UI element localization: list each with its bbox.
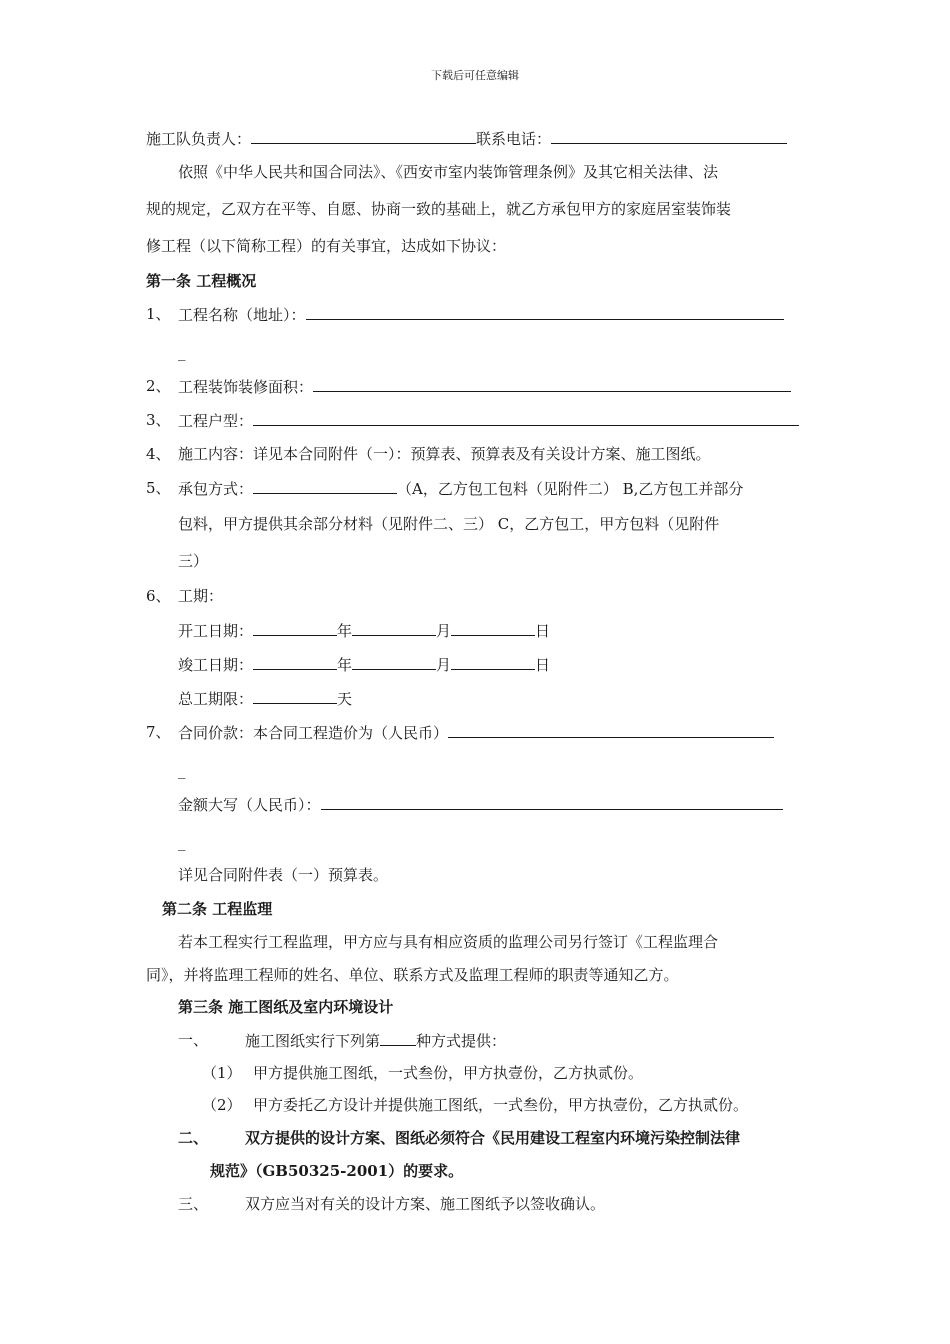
article1-title: 第一条 工程概况 [146, 272, 257, 290]
item5-num: 5、 [146, 479, 171, 497]
amount-tail: _ [178, 833, 186, 851]
opt1-text: 甲方提供施工图纸，一式叁份，甲方执壹份，乙方执贰份。 [253, 1064, 644, 1082]
phone-label: 联系电话： [476, 130, 552, 148]
intro-line-1: 依照《中华人民共和国合同法》、《西安市室内装饰管理条例》及其它相关法律、法 [178, 163, 719, 181]
article3-title: 第三条 施工图纸及室内环境设计 [178, 998, 394, 1016]
amount-words-blank[interactable] [321, 794, 783, 810]
end-year-blank[interactable] [253, 654, 337, 670]
start-day-blank[interactable] [451, 620, 535, 636]
item7-note: 详见合同附件表（一）预算表。 [178, 866, 389, 884]
phone-blank[interactable] [551, 128, 787, 144]
art3-p1 [245, 1030, 506, 1051]
item7-num: 7、 [146, 723, 171, 741]
total-period-label: 总工期限： [178, 690, 254, 708]
contract-mode-blank[interactable] [253, 478, 397, 494]
article2-text-1: 若本工程实行工程监理，甲方应与具有相应资质的监理公司另行签订《工程监理合 [178, 933, 719, 951]
item2-num: 2、 [146, 377, 171, 395]
item5-text1: （A，乙方包工包料（见附件二） B,乙方包工并部分 [397, 480, 744, 498]
drawing-method-blank[interactable] [380, 1030, 416, 1046]
item6-label: 工期： [178, 587, 224, 605]
total-period-row [178, 688, 352, 709]
art3-p3-num: 三、 [178, 1195, 209, 1213]
leader-label: 施工队负责人： [146, 130, 252, 148]
item5-text2: 包料，甲方提供其余部分材料（见附件二、三） C，乙方包工，甲方包料（见附件 [178, 515, 720, 533]
item1-num: 1、 [146, 305, 171, 323]
contact-line [146, 128, 787, 149]
item4-num: 4、 [146, 445, 171, 463]
item3 [178, 410, 799, 431]
start-year-blank[interactable] [253, 620, 337, 636]
item1-label: 工程名称（地址）： [178, 306, 306, 324]
item5-label: 承包方式： [178, 480, 254, 498]
item3-num: 3、 [146, 411, 171, 429]
opt2-num: （2） [202, 1096, 242, 1114]
days-text: 天 [337, 690, 353, 708]
art3-p1-pre: 施工图纸实行下列第 [245, 1032, 381, 1050]
leader-blank[interactable] [251, 128, 476, 144]
end-month-blank[interactable] [352, 654, 436, 670]
article2-text-2: 同》，并将监理工程师的姓名、单位、联系方式及监理工程师的职责等通知乙方。 [146, 966, 679, 984]
item5-text3: 三） [178, 552, 209, 570]
contract-price-blank[interactable] [448, 722, 774, 738]
item2 [178, 376, 791, 397]
item1-tail: _ [178, 343, 186, 361]
opt2-text: 甲方委托乙方设计并提供施工图纸，一式叁份，甲方执壹份，乙方执贰份。 [253, 1096, 749, 1114]
item4-text: 施工内容：详见本合同附件（一）：预算表、预算表及有关设计方案、施工图纸。 [178, 445, 711, 463]
start-date-row [178, 620, 550, 641]
item2-label: 工程装饰装修面积： [178, 378, 314, 396]
end-date-row [178, 654, 550, 675]
total-days-blank[interactable] [253, 688, 337, 704]
art3-p3-text: 双方应当对有关的设计方案、施工图纸予以签收确认。 [245, 1195, 606, 1213]
art3-p2-text-2: 规范》（GB50325-2001）的要求。 [210, 1162, 464, 1180]
art3-p1-post: 种方式提供： [416, 1032, 507, 1050]
intro-line-2: 规的规定，乙双方在平等、自愿、协商一致的基础上，就乙方承包甲方的家庭居室装饰装 [146, 200, 732, 218]
art3-p2-text-1: 双方提供的设计方案、图纸必须符合《民用建设工程室内环境污染控制法律 [245, 1129, 741, 1147]
item7 [178, 722, 774, 743]
art3-p2-num: 二、 [178, 1129, 209, 1147]
item7-tail: _ [178, 761, 186, 779]
item1 [178, 304, 784, 325]
art3-p1-num: 一、 [178, 1031, 209, 1049]
project-name-blank[interactable] [306, 304, 784, 320]
month-text: 月 [436, 622, 452, 640]
amount-row [178, 794, 783, 815]
item5 [178, 478, 743, 499]
item6-num: 6、 [146, 587, 171, 605]
article2-title: 第二条 工程监理 [162, 900, 273, 918]
year-text: 年 [337, 622, 353, 640]
end-date-label: 竣工日期： [178, 656, 254, 674]
day-text: 日 [535, 656, 551, 674]
house-type-blank[interactable] [253, 410, 799, 426]
page-header: 下载后可任意编辑 [431, 69, 519, 82]
day-text: 日 [535, 622, 551, 640]
item7-label: 合同价款：本合同工程造价为（人民币） [178, 724, 449, 742]
end-day-blank[interactable] [451, 654, 535, 670]
item3-label: 工程户型： [178, 412, 254, 430]
year-text: 年 [337, 656, 353, 674]
start-month-blank[interactable] [352, 620, 436, 636]
month-text: 月 [436, 656, 452, 674]
opt1-num: （1） [202, 1064, 242, 1082]
amount-label: 金额大写（人民币）： [178, 796, 321, 814]
area-blank[interactable] [313, 376, 791, 392]
intro-line-3: 修工程（以下简称工程）的有关事宜，达成如下协议： [146, 237, 507, 255]
start-date-label: 开工日期： [178, 622, 254, 640]
